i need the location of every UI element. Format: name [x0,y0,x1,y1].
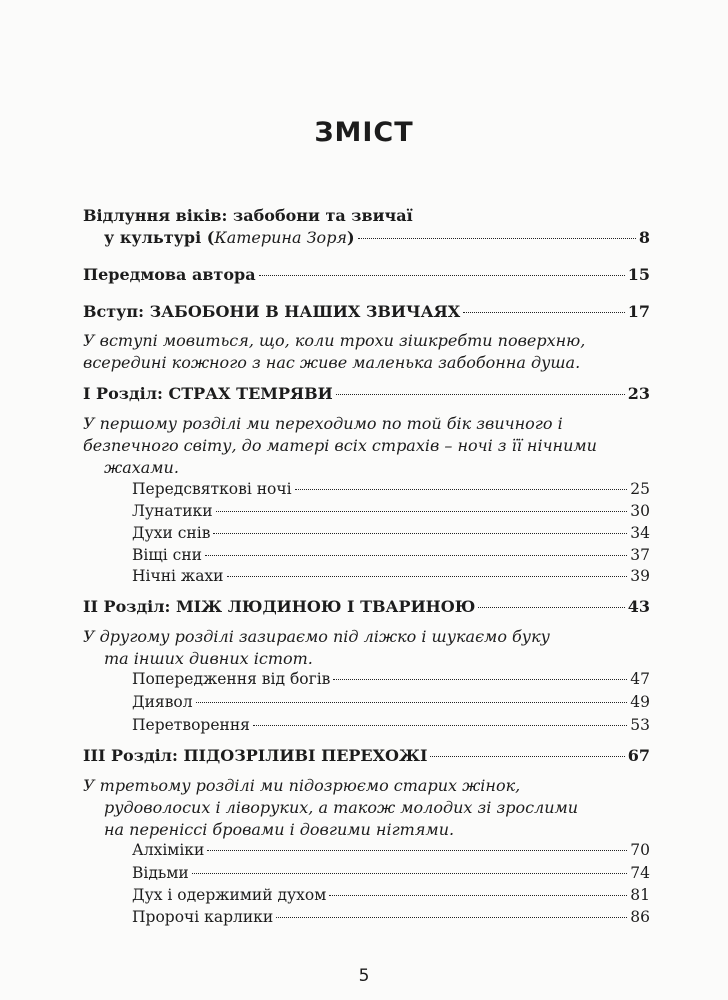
page-ref: 37 [630,546,650,564]
toc-item[interactable]: Передсвяткові ночі 25 [132,480,650,498]
toc-item[interactable]: Дух і одержимий духом 81 [132,886,650,904]
toc-section-label: II Розділ: МІЖ ЛЮДИНОЮ І ТВАРИНОЮ [83,597,476,616]
page-ref: 86 [630,908,650,926]
toc-section-label: I Розділ: СТРАХ ТЕМРЯВИ [83,384,333,403]
dot-leader [205,555,627,556]
dot-leader [276,917,627,918]
toc-item[interactable]: Алхіміки 70 [132,841,650,859]
toc-section-3[interactable] [83,746,650,765]
dot-leader [259,275,625,276]
page-ref: 39 [630,567,650,585]
section-description: У першому розділі ми переходимо по той бік звичного і безпечного світу, до матері всіх страхів – ночі з її нічними жахами. [83,414,597,477]
page-ref: 30 [630,502,650,520]
dot-leader [295,489,628,490]
dot-leader [336,394,625,395]
page-ref: 49 [630,693,650,711]
dot-leader [358,238,636,239]
toc-entry-label: Відлуння віків: забобони та звичаї [83,206,413,225]
toc-item[interactable]: Пророчі карлики 86 [132,908,650,926]
page-ref: 53 [630,716,650,734]
toc-item[interactable]: Відьми 74 [132,864,650,882]
toc-entry-foreword-line1 [83,206,650,225]
page-ref: 34 [630,524,650,542]
page-ref: 15 [627,265,650,284]
dot-leader [227,576,628,577]
toc-entry-foreword[interactable] [104,228,650,247]
dot-leader [213,533,627,534]
page-ref: 43 [627,597,650,616]
toc-section-2[interactable] [83,597,650,616]
dot-leader [253,725,627,726]
page-ref: 70 [630,841,650,859]
toc-section-label: III Розділ: ПІДОЗРІЛИВІ ПЕРЕХОЖІ [83,746,428,765]
page-ref: 8 [638,228,650,247]
toc-item[interactable]: Перетворення 53 [132,716,650,734]
toc-item[interactable]: Духи снів 34 [132,524,650,542]
toc-item[interactable]: Віщі сни 37 [132,546,650,564]
dot-leader [192,873,628,874]
toc-item[interactable]: Диявол 49 [132,693,650,711]
dot-leader [478,607,624,608]
page-ref: 25 [630,480,650,498]
dot-leader [333,679,627,680]
section-description: У третьому розділі ми підозрюємо старих жінок, рудоволосих і ліворуких, а також молодих зі зрослими на переніссі бровами і довгими нігтями. [83,776,579,839]
dot-leader [216,511,628,512]
toc-section-intro[interactable] [83,302,650,321]
dot-leader [207,850,627,851]
toc-section-label: Вступ: ЗАБОБОНИ В НАШИХ ЗВИЧАЯХ [83,302,461,321]
toc-item[interactable]: Попередження від богів 47 [132,670,650,688]
page-number: 5 [358,966,370,986]
toc-entry-label: у культурі (Катерина Зоря) [104,228,355,247]
toc-entry-preface[interactable] [83,265,650,284]
page-ref: 81 [630,886,650,904]
page-ref: 47 [630,670,650,688]
page-title: ЗМІСТ [314,117,414,148]
dot-leader [329,895,627,896]
page-ref: 23 [627,384,650,403]
toc-entry-label: Передмова автора [83,265,256,284]
toc-item[interactable]: Нічні жахи 39 [132,567,650,585]
section-description: У вступі мовиться, що, коли трохи зішкребти поверхню, всередині кожного з нас живе маленька забобонна душа. [83,331,586,372]
dot-leader [196,702,628,703]
author-name: Катерина Зоря [214,228,348,247]
page-ref: 67 [627,746,650,765]
page-ref: 74 [630,864,650,882]
dot-leader [463,312,625,313]
dot-leader [430,756,624,757]
toc-item[interactable]: Лунатики 30 [132,502,650,520]
page-ref: 17 [627,302,650,321]
section-description: У другому розділі зазираємо під ліжко і шукаємо буку та інших дивних істот. [83,627,550,668]
toc-section-1[interactable] [83,384,650,403]
